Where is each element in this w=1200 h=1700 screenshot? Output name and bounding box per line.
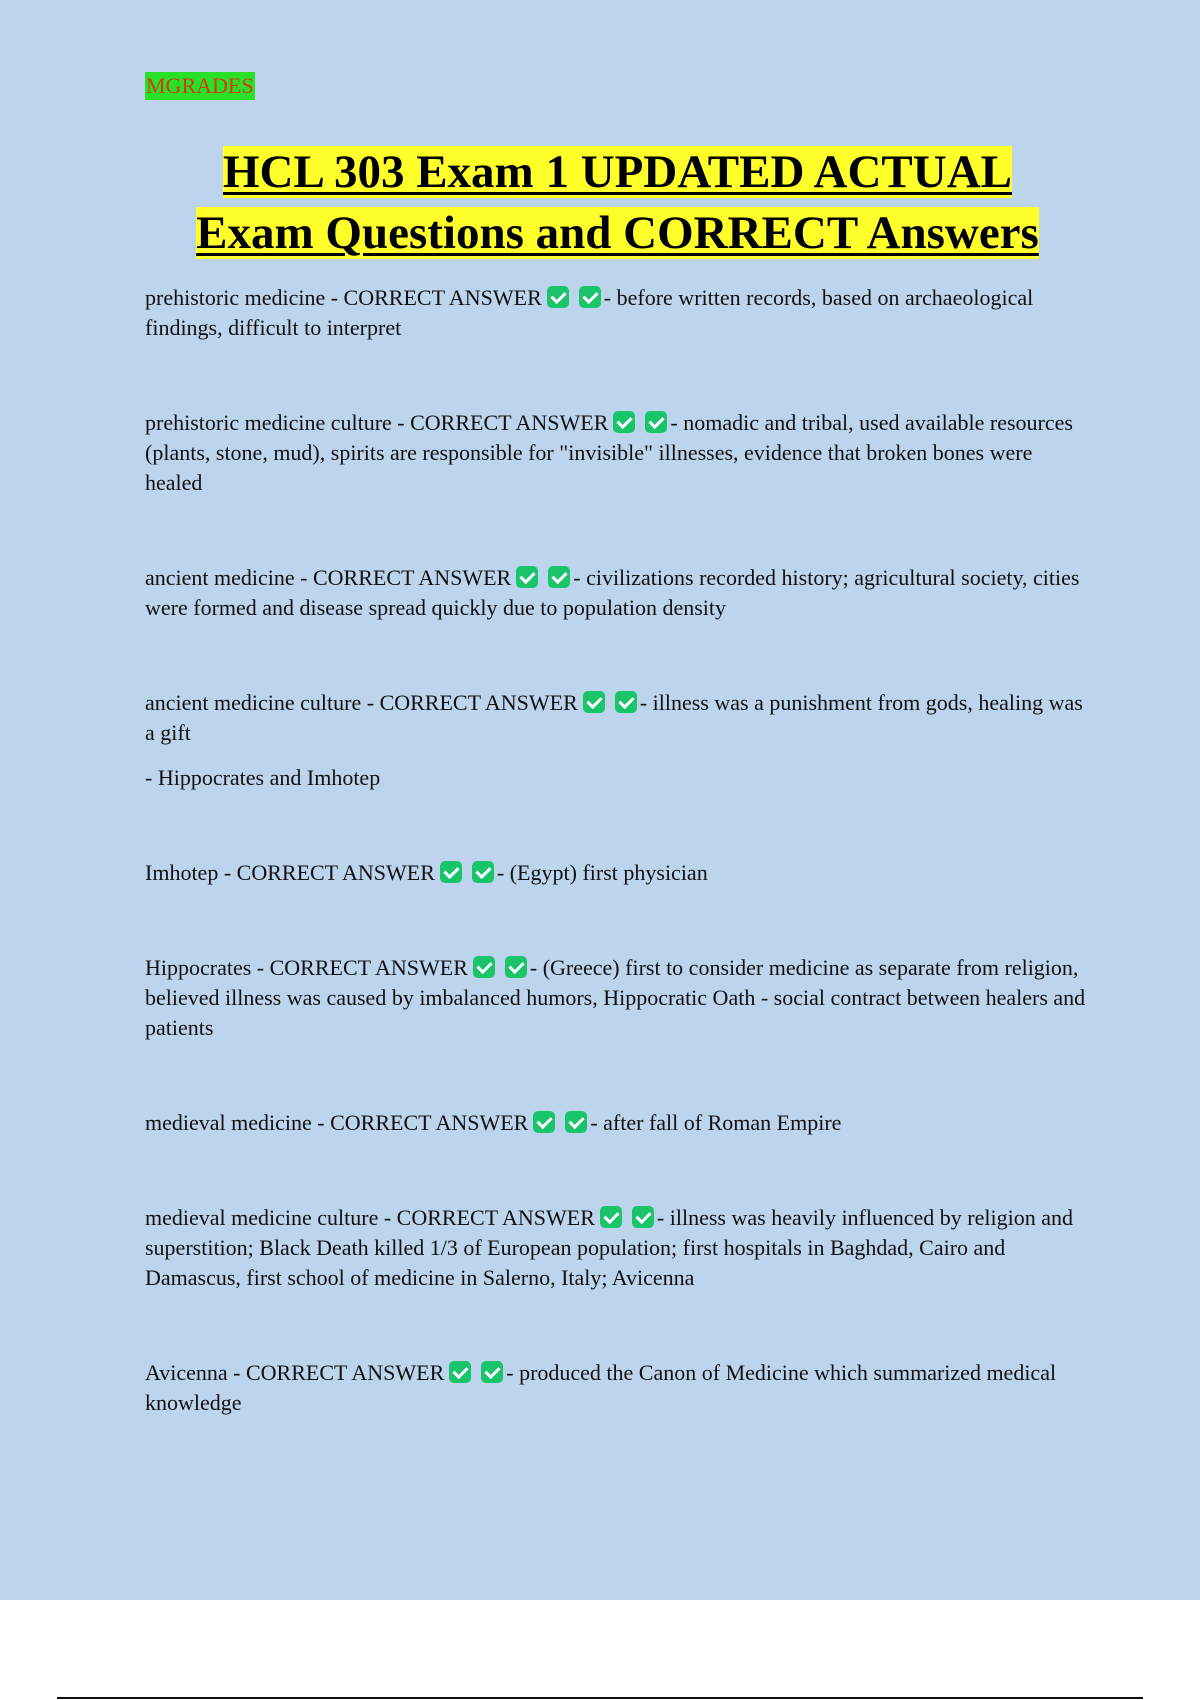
- entry-answer: illness was a punishment from gods, healing was a gift: [145, 690, 1083, 745]
- checkmark-icon: [473, 956, 495, 978]
- entry-answer: civilizations recorded history; agricultural society, cities were formed and disease spread quickly due to population density: [145, 565, 1080, 620]
- qa-entry-6: Hippocrates - CORRECT ANSWER - (Greece) first to consider medicine as separate from religion, believed illness was caused by imbalanced humors, Hippocratic Oath - social contract between healers and patients: [145, 955, 1086, 1040]
- checkmark-icon: [615, 691, 637, 713]
- checkmark-icon: [613, 411, 635, 433]
- entry-label: CORRECT ANSWER: [330, 1110, 529, 1135]
- document-title: [0, 142, 1200, 264]
- checkmark-icon: [579, 286, 601, 308]
- qa-entry-1: prehistoric medicine - CORRECT ANSWER - before written records, based on archaeological findings, difficult to interpret: [145, 285, 1034, 340]
- entry-label: CORRECT ANSWER: [379, 690, 578, 715]
- checkmark-icon: [449, 1361, 471, 1383]
- entry-term: ancient medicine culture: [145, 690, 362, 715]
- entry-answer: illness was heavily influenced by religion and superstition; Black Death killed 1/3 of European population; first hospitals in Baghdad, Cairo and Damascus, first school of medicine in Salerno, Italy; Avicenna: [145, 1205, 1073, 1290]
- checkmark-icon: [548, 566, 570, 588]
- entry-answer: after fall of Roman Empire: [603, 1110, 842, 1135]
- checkmark-icon: [632, 1206, 654, 1228]
- title-line-2: Exam Questions and CORRECT Answers: [196, 207, 1039, 259]
- checkmark-icon: [645, 411, 667, 433]
- qa-entry-2: prehistoric medicine culture - CORRECT ANSWER - nomadic and tribal, used available resources (plants, stone, mud), spirits are responsible for "invisible" illnesses, evidence that broken bones were healed: [145, 410, 1073, 495]
- footer-divider: [57, 1697, 1143, 1699]
- entry-label: CORRECT ANSWER: [269, 955, 468, 980]
- checkmark-icon: [505, 956, 527, 978]
- entry-answer: (Greece) first to consider medicine as separate from religion, believed illness was caused by imbalanced humors, Hippocratic Oath - social contract between healers and patients: [145, 955, 1086, 1040]
- qa-entry-5: Imhotep - CORRECT ANSWER - (Egypt) first physician: [145, 860, 708, 885]
- qa-entry-9: Avicenna - CORRECT ANSWER - produced the Canon of Medicine which summarized medical knowledge: [145, 1360, 1057, 1415]
- entry-term: prehistoric medicine: [145, 285, 326, 310]
- checkmark-icon: [583, 691, 605, 713]
- entry-answer: produced the Canon of Medicine which summarized medical knowledge: [145, 1360, 1057, 1415]
- entry-term: prehistoric medicine culture: [145, 410, 392, 435]
- checkmark-icon: [472, 861, 494, 883]
- checkmark-icon: [600, 1206, 622, 1228]
- entry-term: ancient medicine: [145, 565, 295, 590]
- checkmark-icon: [565, 1111, 587, 1133]
- brand-label: MGRADES: [146, 73, 254, 98]
- qa-entry-7: medieval medicine - CORRECT ANSWER - after fall of Roman Empire: [145, 1110, 842, 1135]
- checkmark-icon: [516, 566, 538, 588]
- qa-entry-3: ancient medicine - CORRECT ANSWER - civilizations recorded history; agricultural society, cities were formed and disease spread quickly due to population density: [145, 565, 1080, 620]
- qa-entry-8: medieval medicine culture - CORRECT ANSWER - illness was heavily influenced by religion and superstition; Black Death killed 1/3 of European population; first hospitals in Baghdad, Cairo and Damascus, first school of medicine in Salerno, Italy; Avicenna: [145, 1205, 1073, 1290]
- entry-term: medieval medicine: [145, 1110, 312, 1135]
- checkmark-icon: [533, 1111, 555, 1133]
- entry-term: Imhotep: [145, 860, 219, 885]
- entry-label: CORRECT ANSWER: [343, 285, 542, 310]
- entry-term: Hippocrates: [145, 955, 252, 980]
- entry-term: Avicenna: [145, 1360, 228, 1385]
- entry-label: CORRECT ANSWER: [246, 1360, 445, 1385]
- entry-answer: nomadic and tribal, used available resources (plants, stone, mud), spirits are responsible for "invisible" illnesses, evidence that broken bones were healed: [145, 410, 1073, 495]
- entry-answer: (Egypt) first physician: [509, 860, 708, 885]
- entry-term: medieval medicine culture: [145, 1205, 379, 1230]
- entry-label: CORRECT ANSWER: [396, 1205, 595, 1230]
- entry-label: CORRECT ANSWER: [236, 860, 435, 885]
- checkmark-icon: [481, 1361, 503, 1383]
- title-line-1: HCL 303 Exam 1 UPDATED ACTUAL: [222, 146, 1013, 198]
- qa-list: [145, 283, 1090, 1418]
- qa-entry-4-extra: - Hippocrates and Imhotep: [145, 765, 381, 790]
- qa-entry-4: ancient medicine culture - CORRECT ANSWER - illness was a punishment from gods, healing was a gift: [145, 690, 1083, 745]
- entry-label: CORRECT ANSWER: [312, 565, 512, 590]
- checkmark-icon: [547, 286, 569, 308]
- checkmark-icon: [440, 861, 462, 883]
- entry-answer: before written records, based on archaeological findings, difficult to interpret: [145, 285, 1034, 340]
- entry-label: CORRECT ANSWER: [410, 410, 609, 435]
